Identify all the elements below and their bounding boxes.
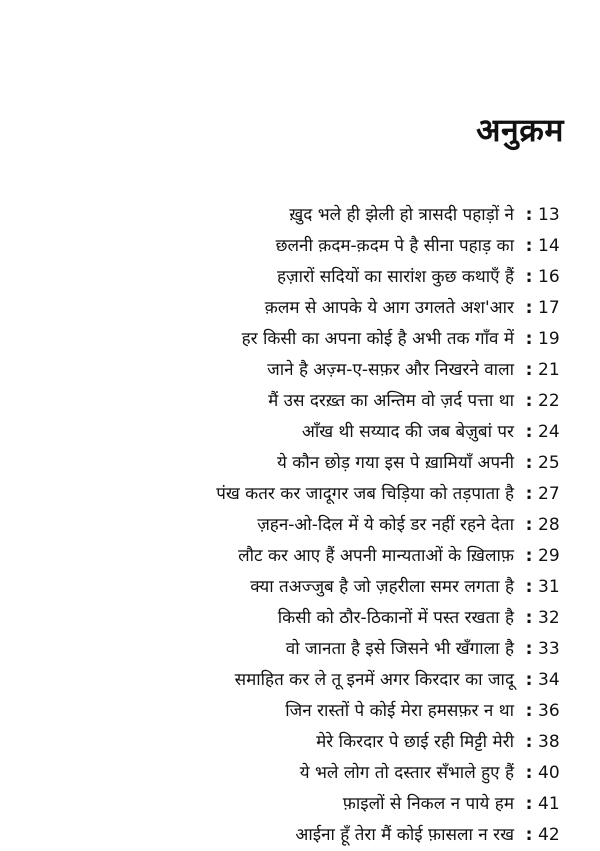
- toc-separator: :: [525, 515, 533, 535]
- toc-entry-page: 34: [538, 670, 560, 690]
- toc-entry-page: 21: [538, 360, 560, 380]
- toc-separator: :: [525, 205, 533, 225]
- toc-entry: [44, 696, 564, 727]
- toc-entry: [44, 293, 564, 324]
- toc-entry: [44, 448, 564, 479]
- toc-entry-page: 29: [538, 546, 560, 566]
- toc-entry-title: फ़ाइलों से निकल न पाये हम: [342, 794, 514, 814]
- toc-entry-title: ये कौन छोड़ गया इस पे ख़ामियाँ अपनी: [277, 453, 514, 473]
- toc-entry: [44, 789, 564, 820]
- toc-entry-page: 16: [538, 267, 560, 287]
- toc-entry-title: क्या तअज्जुब है जो ज़हरीला समर लगता है: [250, 577, 514, 597]
- toc-separator: :: [525, 298, 533, 318]
- toc-separator: :: [525, 546, 533, 566]
- toc-separator: :: [525, 236, 533, 256]
- toc-separator: :: [525, 732, 533, 752]
- toc-entry-page: 36: [538, 701, 560, 721]
- toc-entry-title: जिन रास्तों पे कोई मेरा हमसफ़र न था: [285, 701, 514, 721]
- toc-entry: [44, 324, 564, 355]
- toc-separator: :: [525, 422, 533, 442]
- toc-entry-title: किसी को ठौर-ठिकानों में पस्त रखता है: [277, 608, 514, 628]
- toc-entry-title: क़लम से आपके ये आग उगलते अश'आर: [264, 298, 514, 318]
- toc-entry-title: मैं उस दरख़्त का अन्तिम वो ज़र्द पत्ता था: [268, 391, 514, 411]
- page-title: अनुक्रम: [476, 111, 564, 149]
- toc-entry-page: 31: [538, 577, 560, 597]
- toc-entry-title: ज़हन-ओ-दिल में ये कोई डर नहीं रहने देता: [257, 515, 514, 535]
- toc-entry: [44, 634, 564, 665]
- toc-entry-title: ख़ुद भले ही झेली हो त्रासदी पहाड़ों ने: [289, 205, 514, 225]
- toc-entry-title: आँख थी सय्याद की जब बेज़ुबां पर: [301, 422, 514, 442]
- toc-separator: :: [525, 453, 533, 473]
- toc-separator: :: [525, 577, 533, 597]
- toc-entry-page: 38: [538, 732, 560, 752]
- toc-separator: :: [525, 329, 533, 349]
- toc-entry-page: 25: [538, 453, 560, 473]
- toc-entry-page: 13: [538, 205, 560, 225]
- toc-separator: :: [525, 267, 533, 287]
- toc-separator: :: [525, 639, 533, 659]
- table-of-contents: [44, 200, 564, 851]
- toc-separator: :: [525, 701, 533, 721]
- toc-entry-page: 22: [538, 391, 560, 411]
- toc-entry-page: 28: [538, 515, 560, 535]
- toc-entry-title: ये भले लोग तो दस्तार सँभाले हुए हैं: [299, 763, 514, 783]
- toc-entry: [44, 541, 564, 572]
- toc-entry-title: लौट कर आए हैं अपनी मान्यताओं के ख़िलाफ़: [238, 546, 514, 566]
- toc-entry: [44, 572, 564, 603]
- toc-entry-page: 24: [538, 422, 560, 442]
- toc-entry-page: 17: [538, 298, 560, 318]
- toc-entry: [44, 665, 564, 696]
- toc-entry: [44, 479, 564, 510]
- toc-entry-page: 42: [538, 825, 560, 845]
- toc-entry: [44, 262, 564, 293]
- toc-separator: :: [525, 391, 533, 411]
- toc-separator: :: [525, 360, 533, 380]
- toc-entry-title: जाने है अज़्म-ए-सफ़र और निखरने वाला: [267, 360, 514, 380]
- toc-entry-title: हज़ारों सदियों का सारांश कुछ कथाएँ हैं: [276, 267, 514, 287]
- toc-entry: [44, 758, 564, 789]
- toc-entry-title: आईना हूँ तेरा मैं कोई फ़ासला न रख: [295, 825, 514, 845]
- toc-entry-page: 14: [538, 236, 560, 256]
- toc-entry: [44, 386, 564, 417]
- toc-separator: :: [525, 670, 533, 690]
- toc-entry-title: वो जानता है इसे जिसने भी खँगाला है: [285, 639, 514, 659]
- toc-entry: [44, 510, 564, 541]
- toc-entry: [44, 355, 564, 386]
- toc-entry: [44, 603, 564, 634]
- toc-entry-title: समाहित कर ले तू इनमें अगर किरदार का जादू: [234, 670, 514, 690]
- toc-entry-page: 41: [538, 794, 560, 814]
- toc-separator: :: [525, 484, 533, 504]
- toc-entry: [44, 820, 564, 851]
- toc-entry: [44, 727, 564, 758]
- toc-separator: :: [525, 608, 533, 628]
- toc-entry: [44, 417, 564, 448]
- toc-separator: :: [525, 794, 533, 814]
- toc-entry-page: 33: [538, 639, 560, 659]
- toc-entry-page: 40: [538, 763, 560, 783]
- toc-entry-page: 27: [538, 484, 560, 504]
- toc-entry-title: हर किसी का अपना कोई है अभी तक गाँव में: [241, 329, 514, 349]
- toc-entry-page: 19: [538, 329, 560, 349]
- toc-entry: [44, 200, 564, 231]
- toc-entry-title: मेरे किरदार पे छाई रही मिट्टी मेरी: [316, 732, 514, 752]
- toc-entry-title: पंख कतर कर जादूगर जब चिड़िया को तड़पाता है: [216, 484, 514, 504]
- toc-separator: :: [525, 825, 533, 845]
- toc-separator: :: [525, 763, 533, 783]
- toc-entry-title: छलनी क़दम-क़दम पे है सीना पहाड़ का: [275, 236, 514, 256]
- toc-entry-page: 32: [538, 608, 560, 628]
- toc-entry: [44, 231, 564, 262]
